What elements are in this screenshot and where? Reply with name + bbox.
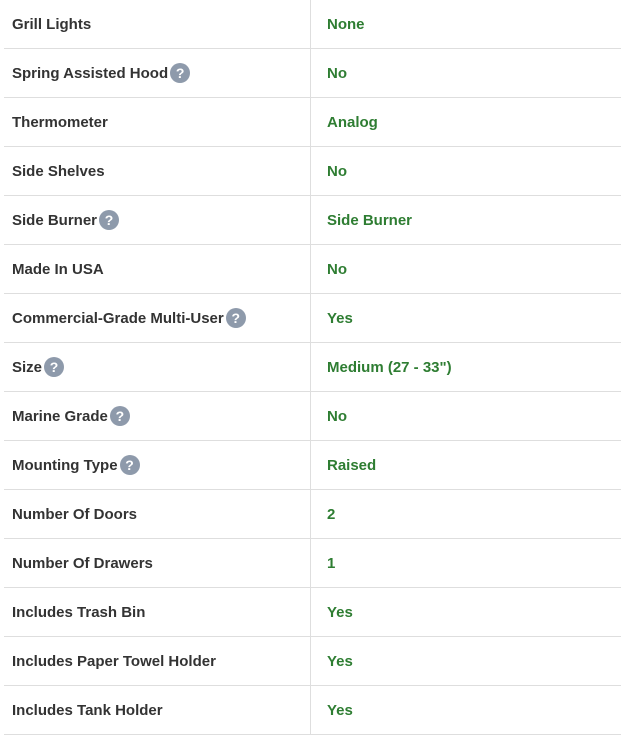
spec-row xyxy=(4,98,621,147)
spec-row xyxy=(4,196,621,245)
help-question-icon[interactable]: ? xyxy=(170,63,190,83)
spec-label: Side Shelves xyxy=(12,162,105,180)
spec-label-cell xyxy=(4,0,311,48)
spec-value-cell xyxy=(311,245,621,293)
spec-row xyxy=(4,343,621,392)
spec-row xyxy=(4,441,621,490)
spec-value-cell xyxy=(311,686,621,734)
spec-value: No xyxy=(327,260,347,278)
spec-label-cell xyxy=(4,196,311,244)
spec-value: Yes xyxy=(327,701,353,719)
spec-label-cell xyxy=(4,49,311,97)
spec-label-cell xyxy=(4,490,311,538)
spec-label-cell xyxy=(4,98,311,146)
spec-value: No xyxy=(327,162,347,180)
spec-value: No xyxy=(327,64,347,82)
spec-label: Number Of Doors xyxy=(12,505,138,523)
spec-label-cell xyxy=(4,294,311,342)
spec-label: Marine Grade xyxy=(12,407,108,425)
spec-value: Side Burner xyxy=(327,211,413,229)
spec-label: Size xyxy=(12,358,43,376)
spec-value: No xyxy=(327,407,347,425)
spec-value-cell xyxy=(311,147,621,195)
spec-value-cell xyxy=(311,196,621,244)
spec-label: Number Of Drawers xyxy=(12,554,153,572)
spec-label-cell xyxy=(4,441,311,489)
spec-label: Thermometer xyxy=(12,113,108,131)
spec-row xyxy=(4,637,621,686)
spec-label-cell xyxy=(4,588,311,636)
spec-value: None xyxy=(327,15,365,33)
spec-label-cell xyxy=(4,539,311,587)
spec-row xyxy=(4,49,621,98)
spec-row xyxy=(4,588,621,637)
spec-value-cell xyxy=(311,441,621,489)
spec-value-cell xyxy=(311,539,621,587)
specifications-table xyxy=(4,0,621,735)
spec-value: Raised xyxy=(327,456,377,474)
spec-row xyxy=(4,392,621,441)
spec-value-cell xyxy=(311,490,621,538)
spec-value-cell xyxy=(311,294,621,342)
help-question-icon[interactable]: ? xyxy=(120,455,140,475)
spec-row xyxy=(4,294,621,343)
spec-label: Mounting Type xyxy=(12,456,118,474)
spec-value: Medium (27 - 33") xyxy=(327,358,452,376)
spec-label: Made In USA xyxy=(12,260,104,278)
spec-row xyxy=(4,147,621,196)
spec-label-cell xyxy=(4,343,311,391)
spec-value-cell xyxy=(311,0,621,48)
spec-value-cell xyxy=(311,588,621,636)
spec-label: Includes Paper Towel Holder xyxy=(12,652,216,670)
spec-label: Commercial-Grade Multi-User xyxy=(12,309,224,327)
spec-row xyxy=(4,539,621,588)
spec-value-cell xyxy=(311,637,621,685)
spec-label-cell xyxy=(4,392,311,440)
spec-label-cell xyxy=(4,147,311,195)
spec-value-cell xyxy=(311,49,621,97)
spec-label: Includes Trash Bin xyxy=(12,603,146,621)
spec-value: Yes xyxy=(327,603,353,621)
spec-row xyxy=(4,245,621,294)
spec-row xyxy=(4,490,621,539)
spec-value: 1 xyxy=(327,554,336,572)
help-question-icon[interactable]: ? xyxy=(226,308,246,328)
spec-value: Yes xyxy=(327,652,353,670)
spec-label-cell xyxy=(4,686,311,734)
spec-label: Side Burner xyxy=(12,211,98,229)
spec-label: Grill Lights xyxy=(12,15,92,33)
spec-value: 2 xyxy=(327,505,336,523)
spec-label-cell xyxy=(4,637,311,685)
spec-label-cell xyxy=(4,245,311,293)
help-question-icon[interactable]: ? xyxy=(110,406,130,426)
help-question-icon[interactable]: ? xyxy=(44,357,64,377)
spec-label: Spring Assisted Hood xyxy=(12,64,169,82)
spec-value: Analog xyxy=(327,113,378,131)
spec-value-cell xyxy=(311,392,621,440)
spec-value-cell xyxy=(311,98,621,146)
spec-value: Yes xyxy=(327,309,353,327)
spec-value-cell xyxy=(311,343,621,391)
spec-row xyxy=(4,686,621,735)
spec-row xyxy=(4,0,621,49)
help-question-icon[interactable]: ? xyxy=(99,210,119,230)
spec-label: Includes Tank Holder xyxy=(12,701,163,719)
